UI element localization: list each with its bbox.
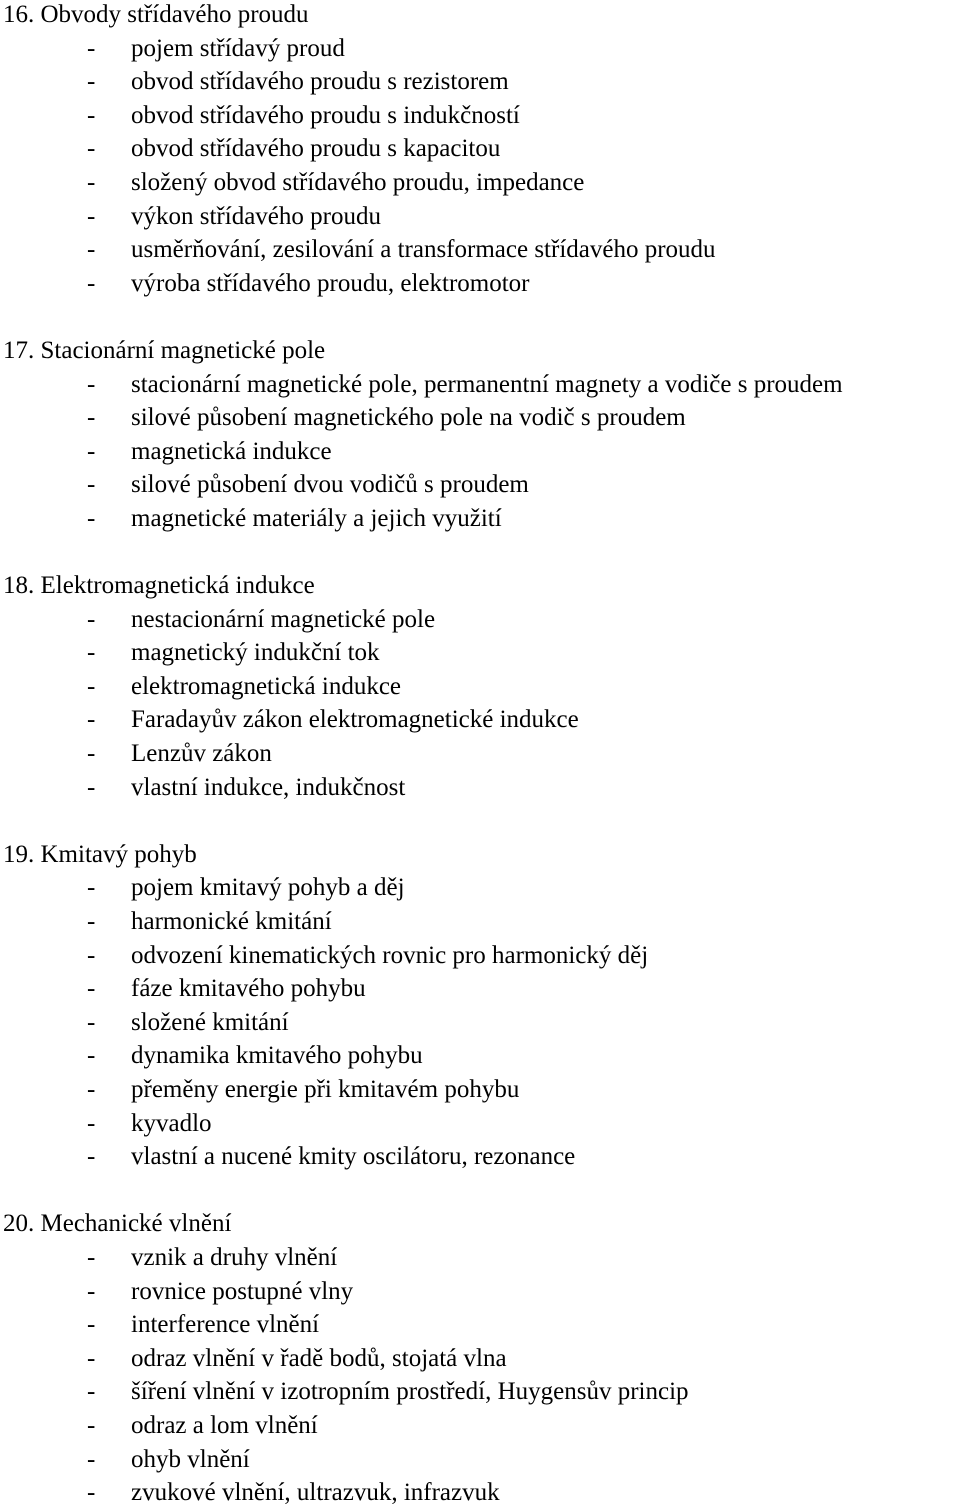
bullet-dash: - <box>87 1008 96 1036</box>
list-item-text: obvod střídavého proudu s indukčností <box>131 101 520 129</box>
list-item-text: kyvadlo <box>131 1109 212 1137</box>
list-item <box>3 1241 958 1275</box>
list-item <box>3 132 958 166</box>
list-item <box>3 1443 958 1477</box>
list-item <box>3 670 958 704</box>
list-item <box>3 871 958 905</box>
list-item <box>3 1342 958 1376</box>
bullet-dash: - <box>87 1479 96 1507</box>
list-item <box>3 1039 958 1073</box>
topic-17 <box>3 334 958 536</box>
bullet-dash: - <box>87 504 96 532</box>
bullet-dash: - <box>87 639 96 667</box>
list-item <box>3 99 958 133</box>
bullet-dash: - <box>87 1143 96 1171</box>
list-item-text: pojem kmitavý pohyb a děj <box>131 874 405 902</box>
list-item-text: usměrňování, zesilování a transformace střídavého proudu <box>131 236 716 264</box>
list-item <box>3 233 958 267</box>
bullet-dash: - <box>87 1311 96 1339</box>
bullet-dash: - <box>87 941 96 969</box>
bullet-dash: - <box>87 740 96 768</box>
topic-number: 16. <box>3 1 35 28</box>
bullet-dash: - <box>87 202 96 230</box>
list-item-text: interference vlnění <box>131 1311 320 1339</box>
bullet-dash: - <box>87 1411 96 1439</box>
list-item <box>3 1006 958 1040</box>
list-item <box>3 502 958 536</box>
bullet-dash: - <box>87 370 96 398</box>
list-item-text: přeměny energie při kmitavém pohybu <box>131 1076 520 1103</box>
list-item-text: nestacionární magnetické pole <box>131 605 436 633</box>
list-item-text: magnetické materiály a jejich využití <box>131 504 502 532</box>
bullet-dash: - <box>87 1445 96 1473</box>
list-item-text: odvození kinematických rovnic pro harmonický děj <box>131 941 649 969</box>
bullet-dash: - <box>87 1277 96 1305</box>
subtopic-list <box>3 32 958 301</box>
list-item <box>3 1275 958 1309</box>
bullet-dash: - <box>87 404 96 432</box>
list-item <box>3 65 958 99</box>
list-item-text: Lenzův zákon <box>131 740 272 768</box>
list-item-text: dynamika kmitavého pohybu <box>131 1042 423 1070</box>
list-item-text: šíření vlnění v izotropním prostředí, Huygensův princip <box>131 1378 689 1406</box>
list-item-text: fáze kmitavého pohybu <box>131 975 366 1003</box>
topic-heading <box>3 0 958 32</box>
list-item-text: magnetický indukční tok <box>131 639 380 667</box>
bullet-dash: - <box>87 34 96 62</box>
bullet-dash: - <box>87 1076 96 1103</box>
list-item <box>3 32 958 66</box>
list-item-text: rovnice postupné vlny <box>131 1277 354 1305</box>
list-item-text: stacionární magnetické pole, permanentní magnety a vodiče s proudem <box>131 370 843 398</box>
list-item-text: Faradayův zákon elektromagnetické indukce <box>131 706 579 734</box>
bullet-dash: - <box>87 874 96 902</box>
list-item <box>3 1107 958 1141</box>
list-item <box>3 603 958 637</box>
bullet-dash: - <box>87 706 96 734</box>
topic-heading <box>3 334 958 368</box>
topic-title: Obvody střídavého proudu <box>40 1 309 28</box>
list-item-text: složené kmitání <box>131 1008 289 1036</box>
topic-title: Kmitavý pohyb <box>40 840 197 868</box>
list-item-text: silové působení magnetického pole na vodič s proudem <box>131 404 686 432</box>
topic-title: Mechanické vlnění <box>40 1210 232 1238</box>
list-item <box>3 435 958 469</box>
list-item <box>3 468 958 502</box>
topic-number: 18. <box>3 572 35 600</box>
topic-19 <box>3 838 958 1174</box>
topic-heading <box>3 1207 958 1241</box>
list-item <box>3 703 958 737</box>
list-item <box>3 1140 958 1174</box>
document-page <box>3 0 958 1510</box>
list-item-text: vlastní indukce, indukčnost <box>131 773 406 801</box>
list-item <box>3 636 958 670</box>
bullet-dash: - <box>87 908 96 936</box>
topic-heading <box>3 838 958 872</box>
topic-number: 19. <box>3 840 35 868</box>
list-item <box>3 1409 958 1443</box>
list-item-text: výroba střídavého proudu, elektromotor <box>131 269 530 297</box>
list-item-text: výkon střídavého proudu <box>131 202 381 230</box>
bullet-dash: - <box>87 672 96 700</box>
bullet-dash: - <box>87 101 96 129</box>
list-item-text: složený obvod střídavého proudu, impedance <box>131 168 585 196</box>
list-item <box>3 401 958 435</box>
bullet-dash: - <box>87 236 96 264</box>
bullet-dash: - <box>87 1344 96 1372</box>
list-item <box>3 1375 958 1409</box>
topic-title: Elektromagnetická indukce <box>40 572 315 600</box>
topic-20 <box>3 1207 958 1509</box>
bullet-dash: - <box>87 269 96 297</box>
bullet-dash: - <box>87 1042 96 1070</box>
list-item <box>3 1073 958 1107</box>
bullet-dash: - <box>87 135 96 163</box>
list-item-text: magnetická indukce <box>131 437 332 465</box>
topic-title: Stacionární magnetické pole <box>40 336 326 364</box>
list-item-text: obvod střídavého proudu s rezistorem <box>131 68 509 96</box>
list-item <box>3 200 958 234</box>
bullet-dash: - <box>87 1243 96 1271</box>
subtopic-list <box>3 871 958 1173</box>
list-item-text: zvukové vlnění, ultrazvuk, infrazvuk <box>131 1479 500 1507</box>
subtopic-list <box>3 603 958 805</box>
bullet-dash: - <box>87 975 96 1003</box>
list-item-text: vlastní a nucené kmity oscilátoru, rezonance <box>131 1143 576 1171</box>
list-item <box>3 166 958 200</box>
bullet-dash: - <box>87 168 96 196</box>
topic-heading <box>3 569 958 603</box>
list-item <box>3 737 958 771</box>
list-item-text: harmonické kmitání <box>131 908 332 936</box>
bullet-dash: - <box>87 68 96 96</box>
list-item-text: pojem střídavý proud <box>131 34 345 62</box>
subtopic-list <box>3 1241 958 1510</box>
list-item-text: odraz a lom vlnění <box>131 1411 318 1439</box>
list-item <box>3 368 958 402</box>
list-item <box>3 972 958 1006</box>
bullet-dash: - <box>87 1109 96 1137</box>
topic-number: 20. <box>3 1210 35 1238</box>
topic-number: 17. <box>3 336 35 364</box>
topic-18 <box>3 569 958 804</box>
topic-16 <box>3 0 958 300</box>
list-item-text: vznik a druhy vlnění <box>131 1243 338 1271</box>
list-item <box>3 905 958 939</box>
list-item <box>3 939 958 973</box>
bullet-dash: - <box>87 1378 96 1406</box>
list-item-text: silové působení dvou vodičů s proudem <box>131 471 529 499</box>
list-item-text: odraz vlnění v řadě bodů, stojatá vlna <box>131 1344 507 1372</box>
list-item <box>3 267 958 301</box>
list-item-text: elektromagnetická indukce <box>131 672 402 700</box>
bullet-dash: - <box>87 437 96 465</box>
bullet-dash: - <box>87 773 96 801</box>
list-item-text: obvod střídavého proudu s kapacitou <box>131 135 501 163</box>
subtopic-list <box>3 368 958 536</box>
list-item <box>3 1308 958 1342</box>
list-item <box>3 771 958 805</box>
bullet-dash: - <box>87 605 96 633</box>
list-item-text: ohyb vlnění <box>131 1445 250 1473</box>
bullet-dash: - <box>87 471 96 499</box>
